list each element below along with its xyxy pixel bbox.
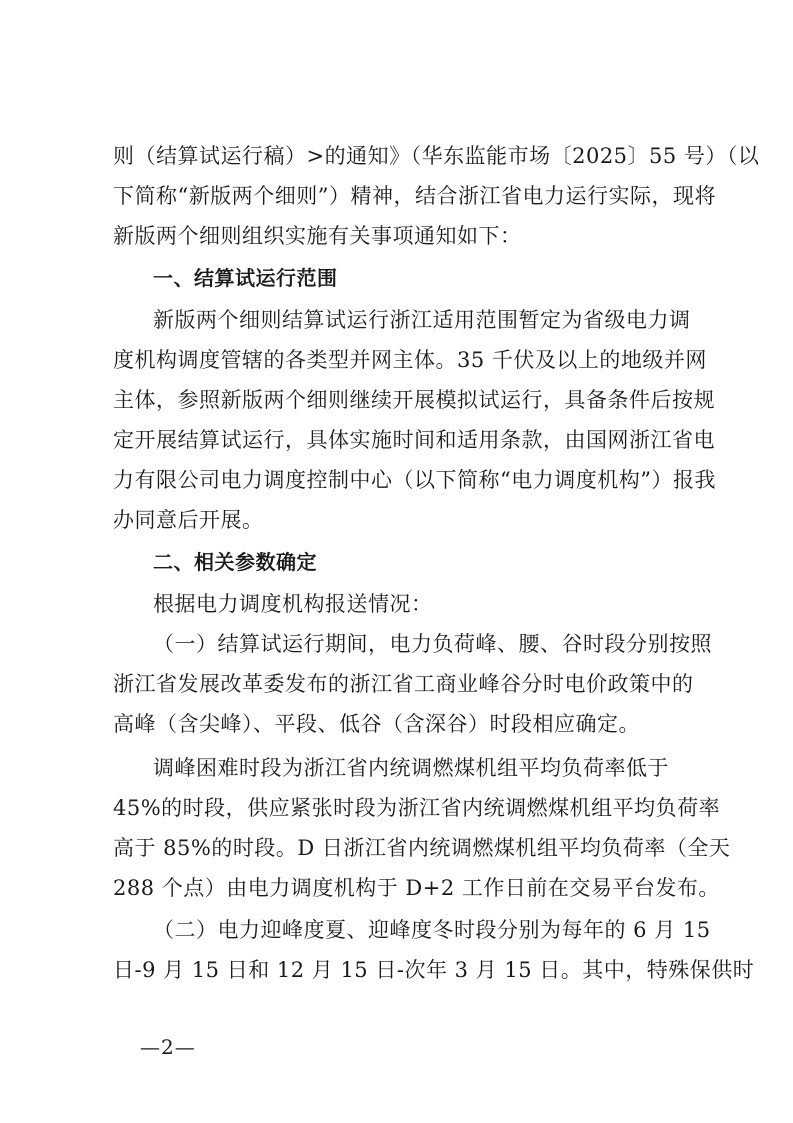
paragraph-line: 新版两个细则组织实施有关事项通知如下： (113, 224, 522, 248)
paragraph-line: 则（结算试运行稿）>的通知》（华东监能市场〔2025〕55 号）（以 (113, 144, 760, 168)
paragraph-line: 定开展结算试运行，具体实施时间和适用条款，由国网浙江省电 (113, 428, 715, 452)
paragraph-line: 主体，参照新版两个细则继续开展模拟试运行，具备条件后按规 (113, 388, 715, 412)
paragraph-line: 调峰困难时段为浙江省内统调燃煤机组平均负荷率低于 (153, 756, 669, 780)
paragraph-line: 新版两个细则结算试运行浙江适用范围暂定为省级电力调 (153, 308, 691, 332)
section-heading-parameters: 二、相关参数确定 (153, 550, 317, 574)
paragraph-line: 高于 85%的时段。D 日浙江省内统调燃煤机组平均负荷率（全天 (113, 836, 731, 860)
paragraph-line: 浙江省发展改革委发布的浙江省工商业峰谷分时电价政策中的 (113, 672, 694, 696)
paragraph-line: 45%的时段，供应紧张时段为浙江省内统调燃煤机组平均负荷率 (113, 796, 721, 820)
paragraph-line: 根据电力调度机构报送情况： (153, 592, 433, 616)
paragraph-line: 288 个点）由电力调度机构于 D+2 工作日前在交易平台发布。 (113, 876, 720, 900)
paragraph-line: （二）电力迎峰度夏、迎峰度冬时段分别为每年的 6 月 15 (153, 918, 711, 942)
paragraph-line: 办同意后开展。 (113, 508, 264, 532)
paragraph-line: （一）结算试运行期间，电力负荷峰、腰、谷时段分别按照 (153, 632, 712, 656)
paragraph-line: 高峰（含尖峰）、平段、低谷（含深谷）时段相应确定。 (113, 712, 640, 736)
paragraph-line: 度机构调度管辖的各类型并网主体。35 千伏及以上的地级并网 (113, 348, 707, 372)
page-number: —2— (140, 1035, 196, 1059)
paragraph-line: 力有限公司电力调度控制中心（以下简称“电力调度机构”）报我 (113, 468, 716, 492)
paragraph-line: 下简称“新版两个细则”）精神，结合浙江省电力运行实际，现将 (113, 184, 716, 208)
section-heading-scope: 一、结算试运行范围 (153, 266, 338, 290)
paragraph-line: 日-9 月 15 日和 12 月 15 日-次年 3 月 15 日。其中，特殊保供时 (113, 958, 755, 982)
